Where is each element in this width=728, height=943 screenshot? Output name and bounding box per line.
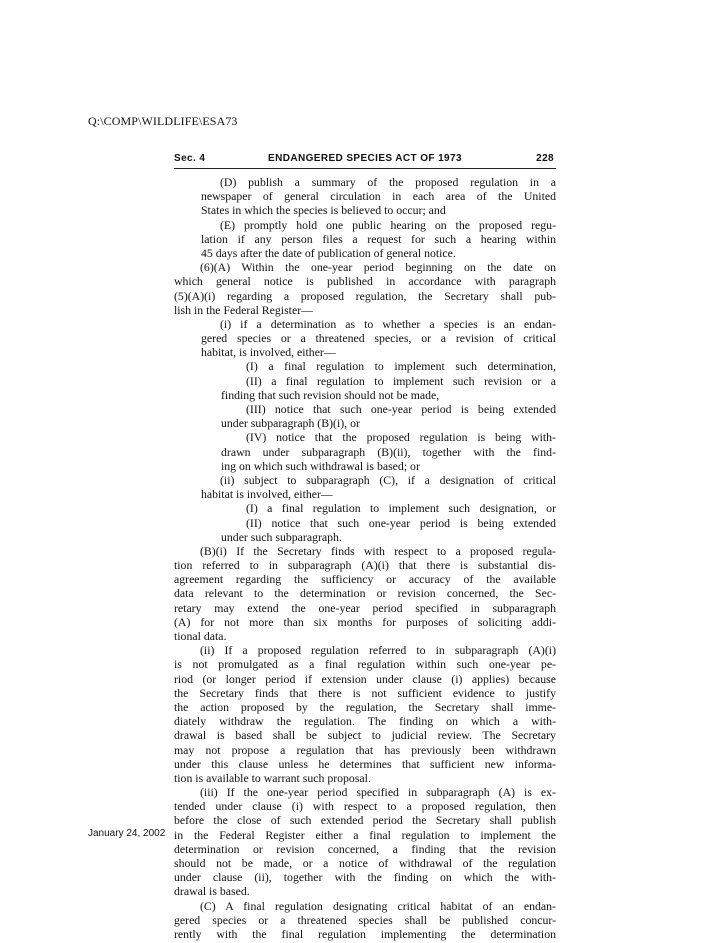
text-line: (5)(A)(i) regarding a proposed regulation, the Secretary shall pub- xyxy=(174,288,556,303)
text-line: riod (or longer period if extension under clause (i) applies) because xyxy=(174,671,556,686)
text-line: habitat, is involved, either— xyxy=(201,345,336,360)
page-number: 228 xyxy=(536,153,554,164)
text-line: data relevant to the determination or revision concerned, the Sec- xyxy=(174,586,556,601)
text-line: tended under clause (i) with respect to a proposed regulation, then xyxy=(174,799,556,814)
text-line: (IV) notice that the proposed regulation is being with- xyxy=(246,430,556,445)
text-line: (I) a final regulation to implement such designation, or xyxy=(246,501,556,516)
text-line: (ii) subject to subparagraph (C), if a designation of critical xyxy=(220,472,556,487)
text-line: drawal is based. xyxy=(174,884,250,899)
text-line: (iii) If the one-year period specified in subparagraph (A) is ex- xyxy=(200,785,556,800)
text-line: gered species or a threatened species, or a revision of critical xyxy=(201,331,556,346)
text-line: ing on which such withdrawal is based; or xyxy=(221,458,420,473)
text-line: which general notice is published in accordance with paragraph xyxy=(174,274,556,289)
text-line: drawn under subparagraph (B)(ii), together with the find- xyxy=(221,444,556,459)
text-line: newspaper of general circulation in each area of the United xyxy=(201,189,556,204)
text-line: rently with the final regulation implementing the determination xyxy=(174,926,556,941)
text-line: (II) notice that such one-year period is being extended xyxy=(246,515,556,530)
text-line: tion referred to in subparagraph (A)(i) that there is substantial dis- xyxy=(174,558,556,573)
text-line: tional data. xyxy=(174,629,227,643)
text-line: finding that such revision should not be made, xyxy=(221,387,440,402)
text-line: under such subparagraph. xyxy=(221,529,342,544)
text-line: (E) promptly hold one public hearing on the proposed regu- xyxy=(220,217,556,232)
text-line: (i) if a determination as to whether a species is an endan- xyxy=(220,316,556,331)
act-title: ENDANGERED SPECIES ACT OF 1973 xyxy=(268,153,462,164)
text-line: lish in the Federal Register— xyxy=(174,302,313,317)
text-line: retary may extend the one-year period specified in subparagraph xyxy=(174,600,556,615)
running-header xyxy=(174,152,556,169)
text-line: (6)(A) Within the one-year period beginning on the date on xyxy=(200,260,556,275)
file-path: Q:\COMP\WILDLIFE\ESA73 xyxy=(88,114,238,128)
text-line: may not propose a regulation that has previously been withdrawn xyxy=(174,742,556,757)
text-line: gered species or a threatened species shall be published concur- xyxy=(174,912,556,927)
text-line: States in which the species is believed to occur; and xyxy=(201,203,446,218)
text-line: under clause (ii), together with the finding on which the with- xyxy=(174,870,556,885)
text-line: the action proposed by the regulation, the Secretary shall imme- xyxy=(174,699,556,714)
text-line: in the Federal Register either a final regulation to implement the xyxy=(174,827,556,842)
text-line: (A) for not more than six months for purposes of soliciting addi- xyxy=(174,614,556,629)
text-line: (C) A final regulation designating critical habitat of an endan- xyxy=(200,898,556,913)
text-line: is not promulgated as a final regulation within such one-year pe- xyxy=(174,657,556,672)
text-line: 45 days after the date of publication of general notice. xyxy=(201,245,456,260)
text-line: before the close of such extended period the Secretary shall publish xyxy=(174,813,556,828)
text-line: drawal is based shall be subject to judicial review. The Secretary xyxy=(174,728,556,743)
text-line: determination or revision concerned, a finding that the revision xyxy=(174,841,556,856)
text-line: under this clause unless he determines that sufficient new informa- xyxy=(174,756,556,771)
text-line: (II) a final regulation to implement such revision or a xyxy=(246,373,556,388)
text-line: the Secretary finds that there is not sufficient evidence to justify xyxy=(174,685,556,700)
text-line: agreement regarding the sufficiency or accuracy of the available xyxy=(174,572,556,587)
text-line: should not be made, or a notice of withdrawal of the regulation xyxy=(174,856,556,870)
text-line: (ii) If a proposed regulation referred to in subparagraph (A)(i) xyxy=(200,643,556,658)
text-line: lation if any person files a request for such a hearing within xyxy=(201,231,556,246)
text-line: diately withdraw the regulation. The finding on which a with- xyxy=(174,714,556,729)
footer-date: January 24, 2002 xyxy=(88,828,166,839)
text-line: habitat is involved, either— xyxy=(201,487,333,502)
text-line: under subparagraph (B)(i), or xyxy=(221,416,360,431)
statute-text xyxy=(174,175,556,941)
text-line: (D) publish a summary of the proposed regulation in a xyxy=(220,175,556,189)
text-line: (III) notice that such one-year period is being extended xyxy=(246,402,556,416)
text-line: tion is available to warrant such proposal. xyxy=(174,770,371,785)
text-line: (I) a final regulation to implement such determination, xyxy=(246,359,556,374)
text-line: (B)(i) If the Secretary finds with respect to a proposed regula- xyxy=(200,543,556,558)
section-number: Sec. 4 xyxy=(174,153,206,164)
